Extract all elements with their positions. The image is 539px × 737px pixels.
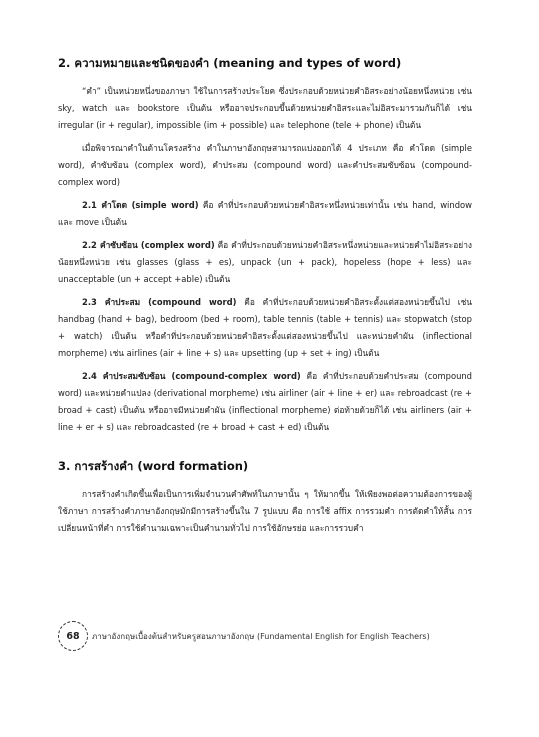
subsection-2-1 xyxy=(58,197,472,231)
subsection-2-4 xyxy=(58,368,472,436)
section-3-paragraph-1: การสร้างคำเกิดขึ้นเพื่อเป็นการเพิ่มจำนวนคำศัพท์ในภาษานั้น ๆ ให้มากขึ้น ให้เพียงพอต่อความต้องการของผู้ใช้ภาษา การสร้างคำภาษาอังกฤษมักมีการสร้างขึ้นใน 7 รูปแบบ คือ การใช้ affix การรวมคำ การตัดคำให้สั้น การเปลี่ยนหน้าที่คำ การใช้คำนามเฉพาะเป็นคำนามทั่วไป การใช้อักษรย่อ และการรวบคำ xyxy=(58,489,472,533)
subsection-2-1-title: 2.1 คำโดด (simple word) xyxy=(82,200,199,210)
section-3-heading: 3. การสร้างคำ (word formation) xyxy=(58,459,249,473)
section-2-paragraph-1: “คำ” เป็นหน่วยหนึ่งของภาษา ใช้ในการสร้างประโยค ซึ่งประกอบด้วยหน่วยคำอิสระอย่างน้อยหนึ่งหน่วย เช่น sky, watch และ bookstore เป็นต้น หรืออาจประกอบขึ้นด้วยหน่วยคำอิสระและไม่อิสระมารวมกันก็ได้ เช่น irregular (ir + regular), impossible (im + possible) และ telephone (tele + phone) เป็นต้น xyxy=(58,86,472,130)
subsection-2-3 xyxy=(58,294,472,362)
subsection-2-4-text: คือ คำที่ประกอบด้วยคำประสม (compound word) และหน่วยคำแปลง (derivational morpheme) เช่น airliner (air + line + er) และ rebroadcast (re + broad + cast) เป็นต้น หรืออาจมีหน่วยคำผัน (inflectional morpheme) ต่อท้ายด้วยก็ได้ เช่น airliners (air + line + er + s) และ rebroadcasted (re + broad + cast + ed) เป็นต้น xyxy=(58,371,472,432)
subsection-2-3-text: คือ คำที่ประกอบด้วยหน่วยคำอิสระตั้งแต่สองหน่วยขึ้นไป เช่น handbag (hand + bag), bedroom (bed + room), table tennis (table + tennis) และ stopwatch (stop + watch) เป็นต้น หรือคำที่ประกอบด้วยหน่วยคำอิสระตั้งแต่สองหน่วยขึ้นไป และหน่วยคำผัน (inflectional morpheme) เช่น airlines (air + line + s) และ upsetting (up + set + ing) เป็นต้น xyxy=(58,297,472,358)
subsection-2-2 xyxy=(58,237,472,288)
section-2-heading: 2. ความหมายและชนิดของคำ (meaning and types of word) xyxy=(58,56,402,70)
subsection-2-2-text: คือ คำที่ประกอบด้วยหน่วยคำอิสระหนึ่งหน่วยและหน่วยคำไม่อิสระอย่างน้อยหนึ่งหน่วย เช่น glasses (glass + es), unpack (un + pack), hopeless (hope + less) และ unacceptable (un + accept +able) เป็นต้น xyxy=(58,240,472,284)
section-2-paragraph-2: เมื่อพิจารณาคำในด้านโครงสร้าง คำในภาษาอังกฤษสามารถแบ่งออกได้ 4 ประเภท คือ คำโดด (simple word), คำซับซ้อน (complex word), คำประสม (compound word) และคำประสมซับซ้อน (compound-complex word) xyxy=(58,143,472,187)
subsection-2-2-title: 2.2 คำซับซ้อน (complex word) xyxy=(82,240,215,250)
book-title: ภาษาอังกฤษเบื้องต้นสำหรับครูสอนภาษาอังกฤษ (Fundamental English for English Teachers) xyxy=(92,632,430,641)
page-footer xyxy=(58,621,498,651)
page-content xyxy=(58,55,472,543)
page-number: 68 xyxy=(58,621,88,651)
subsection-2-3-title: 2.3 คำประสม (compound word) xyxy=(82,297,237,307)
subsection-2-1-text: คือ คำที่ประกอบด้วยหน่วยคำอิสระหนึ่งหน่วยเท่านั้น เช่น hand, window และ move เป็นต้น xyxy=(58,200,472,227)
subsection-2-4-title: 2.4 คำประสมซับซ้อน (compound-complex word) xyxy=(82,371,301,381)
